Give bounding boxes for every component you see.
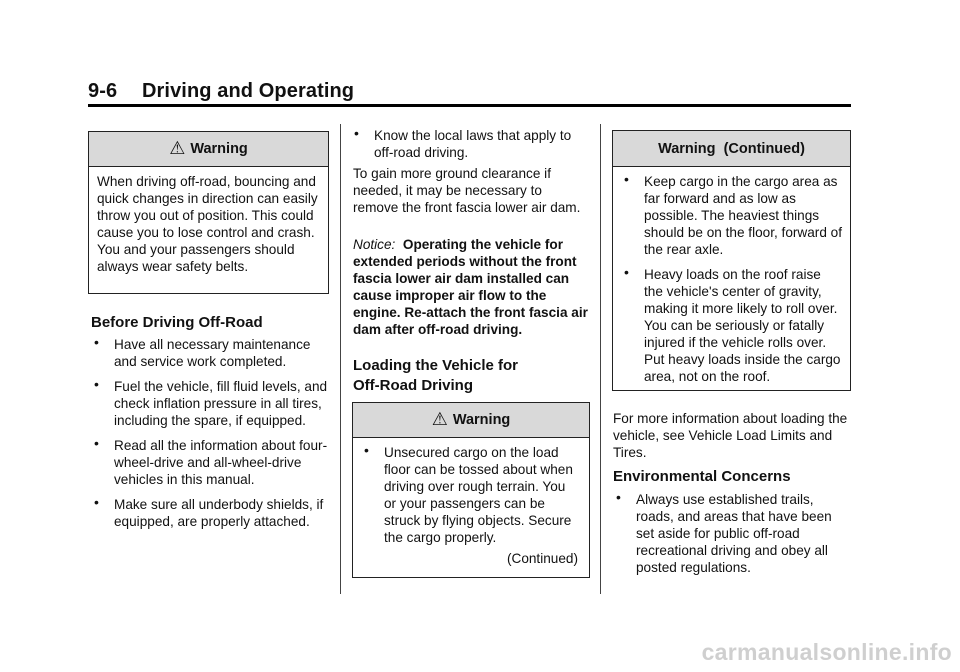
ground-clearance-paragraph: To gain more ground clearance if needed, it may be necessary to remove the front fascia lower air dam.: [353, 166, 581, 215]
warning-icon: ⚠: [431, 408, 448, 429]
loading-info-paragraph: For more information about loading the vehicle, see Vehicle Load Limits and Tires.: [613, 411, 848, 460]
section-heading-environmental: Environmental Concerns: [613, 468, 791, 485]
warning-header: [89, 132, 328, 167]
local-laws-list: [351, 127, 591, 169]
warning-body: [89, 167, 328, 275]
notice-label: Notice:: [353, 237, 396, 252]
warning-list: [361, 444, 581, 546]
page-header: [88, 80, 354, 103]
warning-icon: ⚠: [169, 137, 186, 158]
warning-list: [621, 173, 842, 385]
section-title: Driving and Operating: [142, 80, 355, 102]
column-divider-2: [600, 124, 601, 594]
list-item: • Keep cargo in the cargo area as far forward and as low as possible. The heaviest things should be on the floor, forward of the rear axle.: [621, 173, 842, 258]
warning-box-2: [352, 402, 590, 578]
list-item: • Have all necessary maintenance and service work completed.: [91, 336, 336, 370]
warning-box-continued: [612, 130, 851, 391]
warning-title: Warning: [452, 412, 511, 428]
header-rule: [88, 104, 851, 107]
page-number: 9-6: [88, 80, 118, 102]
section-heading-loading: [353, 356, 593, 396]
warning-box-1: [88, 131, 329, 294]
list-item: • Unsecured cargo on the load floor can be tossed about when driving over rough terrain. You or your passengers can be struck by flying objects. Secure the cargo properly.: [361, 444, 581, 546]
before-driving-list: [91, 336, 336, 538]
list-item: • Know the local laws that apply to off-road driving.: [351, 127, 591, 161]
list-item: • Always use established trails, roads, and areas that have been set aside for public off-road recreational driving and obey all posted regulations.: [613, 491, 853, 576]
list-item: • Make sure all underbody shields, if equipped, are properly attached.: [91, 496, 336, 530]
list-item: • Fuel the vehicle, fill fluid levels, and check inflation pressure in all tires, including the spare, if equipped.: [91, 378, 336, 429]
warning-header: [353, 403, 589, 438]
environmental-list: [613, 491, 853, 584]
list-item: • Read all the information about four-wheel-drive and all-wheel-drive vehicles in this manual.: [91, 437, 336, 488]
heading-line-2: Off-Road Driving: [353, 377, 473, 394]
warning-body: [353, 438, 589, 567]
column-divider-1: [340, 124, 341, 594]
section-heading-before-driving: Before Driving Off-Road: [91, 314, 263, 331]
continued-label: (Continued): [506, 551, 578, 566]
list-item: • Heavy loads on the roof raise the vehicle's center of gravity, making it more likely to roll over. You can be seriously or fatally injured if the vehicle rolls over. Put heavy loads inside the cargo area, not on the roof.: [621, 266, 842, 385]
watermark: carmanualsonline.info: [701, 639, 952, 665]
notice-paragraph: [353, 236, 590, 338]
notice-text: Operating the vehicle for extended periods without the front fascia lower air dam installed can cause improper air flow to the engine. Re-attach the front fascia air dam after off-road driving.: [353, 237, 588, 337]
heading-line-1: Loading the Vehicle for: [353, 357, 519, 374]
warning-title: Warning: [190, 141, 248, 157]
warning-header: [613, 131, 850, 167]
warning-title: Warning (Continued): [658, 140, 805, 157]
warning-text: When driving off-road, bouncing and quick changes in direction can easily throw you out of position. This could cause you to lose control and crash. You and your passengers should always wear safety belts.: [97, 174, 318, 274]
warning-body: [613, 167, 850, 385]
